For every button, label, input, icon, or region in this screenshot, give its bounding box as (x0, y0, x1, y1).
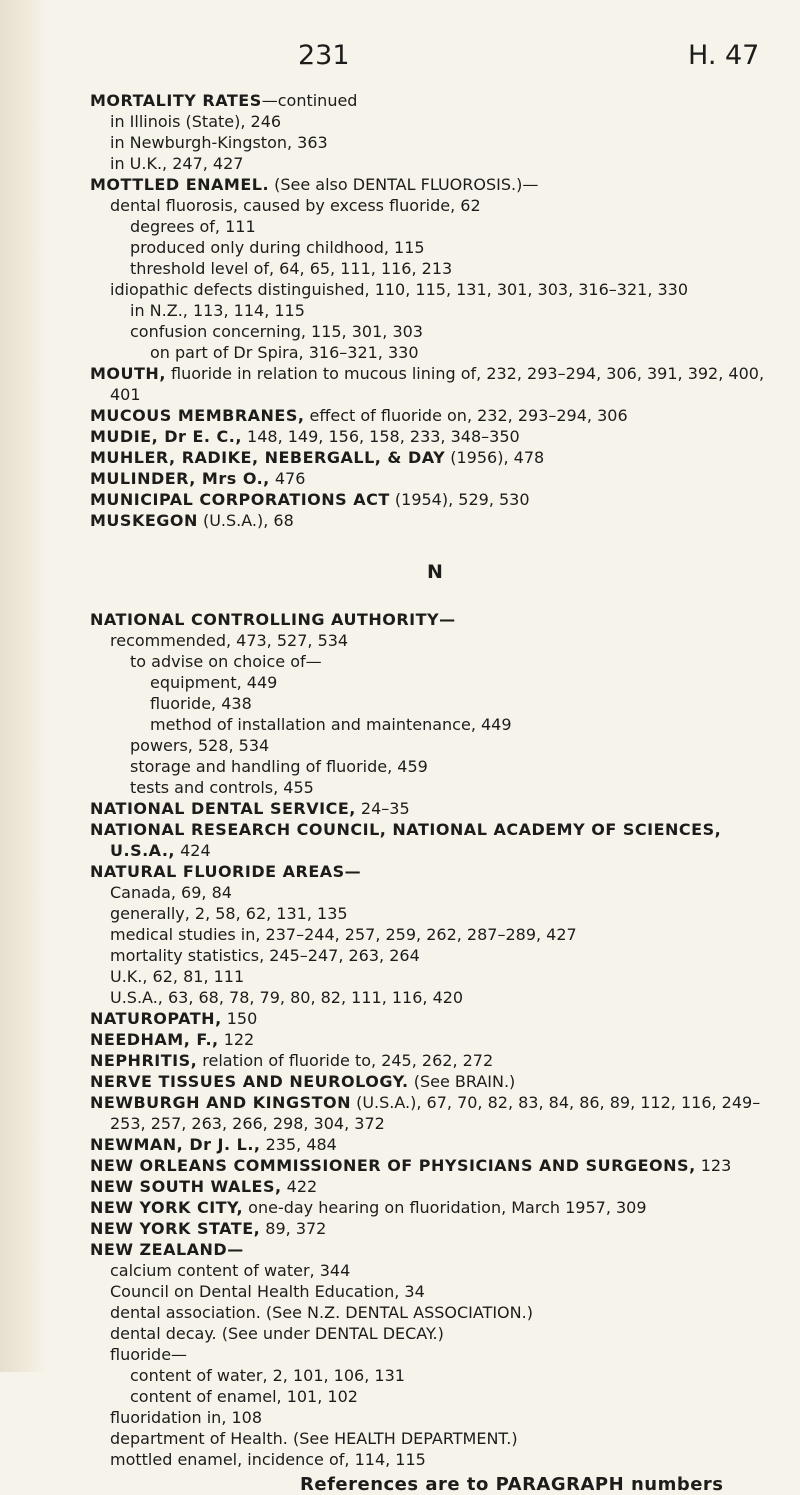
index-entry (90, 1197, 780, 1218)
index-entry (90, 819, 780, 861)
index-entry (90, 1218, 780, 1239)
index-heading: MUHLER, RADIKE, NEBERGALL, & DAY (90, 448, 446, 467)
index-heading: NERVE TISSUES AND NEUROLOGY. (90, 1072, 409, 1091)
index-refs: (See BRAIN.) (408, 1072, 516, 1091)
index-subentry: mortality statistics, 245–247, 263, 264 (110, 946, 420, 965)
index-refs: 122 (218, 1030, 255, 1049)
index-subentry: dental association. (See N.Z. DENTAL ASSOCIATION.) (110, 1303, 533, 1322)
index-refs: (See also DENTAL FLUOROSIS.)— (269, 175, 539, 194)
book-spine-shadow (0, 0, 46, 1372)
index-heading: MOTTLED ENAMEL. (90, 175, 270, 194)
index-subentry: mottled enamel, incidence of, 114, 115 (110, 1450, 426, 1469)
index-entry (90, 609, 780, 630)
index-entry (90, 1029, 780, 1050)
index-heading: NEW SOUTH WALES, (90, 1177, 282, 1196)
index-refs: (U.S.A.), 67, 70, 82, 83, 84, 86, 89, 112, 116, 249–253, 257, 263, 266, 298, 304, 372 (110, 1093, 761, 1133)
index-entry (90, 426, 780, 447)
page-header (90, 0, 780, 90)
index-entry (90, 1050, 780, 1071)
index-entry (90, 1176, 780, 1197)
index-heading: MUCOUS MEMBRANES, (90, 406, 305, 425)
index-subentry: Council on Dental Health Education, 34 (110, 1282, 425, 1301)
index-heading: NATURAL FLUORIDE AREAS— (90, 862, 362, 881)
index-subentry: idiopathic defects distinguished, 110, 115, 131, 301, 303, 316–321, 330 (110, 280, 689, 299)
index-entry (90, 1008, 780, 1029)
index-subentry: generally, 2, 58, 62, 131, 135 (110, 904, 348, 923)
index-entry (90, 468, 780, 489)
index-heading: NEW ORLEANS COMMISSIONER OF PHYSICIANS AND SURGEONS, (90, 1156, 696, 1175)
index-subentry: in N.Z., 113, 114, 115 (130, 301, 305, 320)
index-heading: NEW YORK CITY, (90, 1198, 244, 1217)
index-subentry: tests and controls, 455 (130, 778, 314, 797)
index-subentry: fluoride, 438 (150, 694, 252, 713)
index-refs: relation of fluoride to, 245, 262, 272 (197, 1051, 494, 1070)
index-subentry: storage and handling of fluoride, 459 (130, 757, 428, 776)
index-entry (90, 405, 780, 426)
index-heading: NEW YORK STATE, (90, 1219, 261, 1238)
index-refs: effect of fluoride on, 232, 293–294, 306 (304, 406, 628, 425)
index-subentry: equipment, 449 (150, 673, 278, 692)
index-refs: 123 (695, 1156, 732, 1175)
index-heading: MUNICIPAL CORPORATIONS ACT (90, 490, 390, 509)
index-entry (90, 1092, 780, 1134)
index-heading: MORTALITY RATES (90, 91, 262, 110)
index-refs: (1956), 478 (445, 448, 545, 467)
index-subentry: to advise on choice of— (130, 652, 322, 671)
index-refs: fluoride in relation to mucous lining of, 232, 293–294, 306, 391, 392, 400, 401 (110, 364, 765, 404)
index-subentry: medical studies in, 237–244, 257, 259, 262, 287–289, 427 (110, 925, 577, 944)
index-refs: 150 (221, 1009, 258, 1028)
index-entry (90, 90, 780, 111)
index-heading: NEEDHAM, F., (90, 1030, 219, 1049)
index-entry (90, 1071, 780, 1092)
index-subentry: produced only during childhood, 115 (130, 238, 425, 257)
section-letter: N (427, 561, 443, 583)
index-refs: 235, 484 (260, 1135, 337, 1154)
index-block-n (90, 609, 780, 1470)
index-heading: NEW ZEALAND— (90, 1240, 244, 1259)
index-subentry: powers, 528, 534 (130, 736, 270, 755)
index-block-m (90, 90, 780, 531)
index-subentry: in Newburgh-Kingston, 363 (110, 133, 328, 152)
index-heading: NEWMAN, Dr J. L., (90, 1135, 261, 1154)
index-entry (90, 1155, 780, 1176)
index-subentry: on part of Dr Spira, 316–321, 330 (150, 343, 419, 362)
index-entry (90, 363, 780, 405)
index-refs: 148, 149, 156, 158, 233, 348–350 (241, 427, 520, 446)
index-subentry: content of water, 2, 101, 106, 131 (130, 1366, 405, 1385)
index-entry (90, 447, 780, 468)
index-heading: NATIONAL DENTAL SERVICE, (90, 799, 356, 818)
index-subentry: U.K., 62, 81, 111 (110, 967, 245, 986)
index-subentry: calcium content of water, 344 (110, 1261, 351, 1280)
index-subentry: method of installation and maintenance, 449 (150, 715, 512, 734)
index-subentry: U.S.A., 63, 68, 78, 79, 80, 82, 111, 116, 420 (110, 988, 464, 1007)
index-heading: MUSKEGON (90, 511, 198, 530)
index-refs: 476 (269, 469, 306, 488)
footer-note: References are to PARAGRAPH numbers (300, 1474, 724, 1495)
section-code: H. 47 (688, 40, 760, 71)
index-refs: one-day hearing on fluoridation, March 1957, 309 (243, 1198, 647, 1217)
index-refs: —continued (261, 91, 358, 110)
index-subentry: dental decay. (See under DENTAL DECAY.) (110, 1324, 444, 1343)
index-entry (90, 798, 780, 819)
index-subentry: confusion concerning, 115, 301, 303 (130, 322, 423, 341)
index-subentry: Canada, 69, 84 (110, 883, 232, 902)
index-entry (90, 1134, 780, 1155)
index-heading: NEWBURGH AND KINGSTON (90, 1093, 351, 1112)
index-heading: MOUTH, (90, 364, 166, 383)
index-subentry: degrees of, 111 (130, 217, 256, 236)
index-subentry: threshold level of, 64, 65, 111, 116, 213 (130, 259, 453, 278)
index-entry (90, 510, 780, 531)
index-entry (90, 489, 780, 510)
index-heading: NATIONAL RESEARCH COUNCIL, NATIONAL ACADEMY OF SCIENCES, U.S.A., (90, 820, 722, 860)
index-entry (90, 1239, 780, 1260)
index-entry (90, 174, 780, 195)
index-refs: 24–35 (355, 799, 410, 818)
index-subentry: recommended, 473, 527, 534 (110, 631, 349, 650)
index-refs: (U.S.A.), 68 (197, 511, 294, 530)
index-subentry: fluoridation in, 108 (110, 1408, 263, 1427)
index-subentry: content of enamel, 101, 102 (130, 1387, 358, 1406)
index-refs: 424 (175, 841, 211, 860)
index-heading: NATIONAL CONTROLLING AUTHORITY— (90, 610, 456, 629)
index-refs: 422 (281, 1177, 318, 1196)
index-page (90, 0, 780, 1495)
index-refs: (1954), 529, 530 (389, 490, 530, 509)
index-entry (90, 861, 780, 882)
index-subentry: dental fluorosis, caused by excess fluoride, 62 (110, 196, 481, 215)
index-heading: MUDIE, Dr E. C., (90, 427, 242, 446)
index-heading: MULINDER, Mrs O., (90, 469, 270, 488)
index-subentry: in U.K., 247, 427 (110, 154, 244, 173)
index-subentry: fluoride— (110, 1345, 188, 1364)
index-subentry: department of Health. (See HEALTH DEPARTMENT.) (110, 1429, 518, 1448)
index-refs: 89, 372 (260, 1219, 327, 1238)
page-number: 231 (298, 40, 350, 71)
index-subentry: in Illinois (State), 246 (110, 112, 282, 131)
index-heading: NATUROPATH, (90, 1009, 222, 1028)
index-heading: NEPHRITIS, (90, 1051, 198, 1070)
